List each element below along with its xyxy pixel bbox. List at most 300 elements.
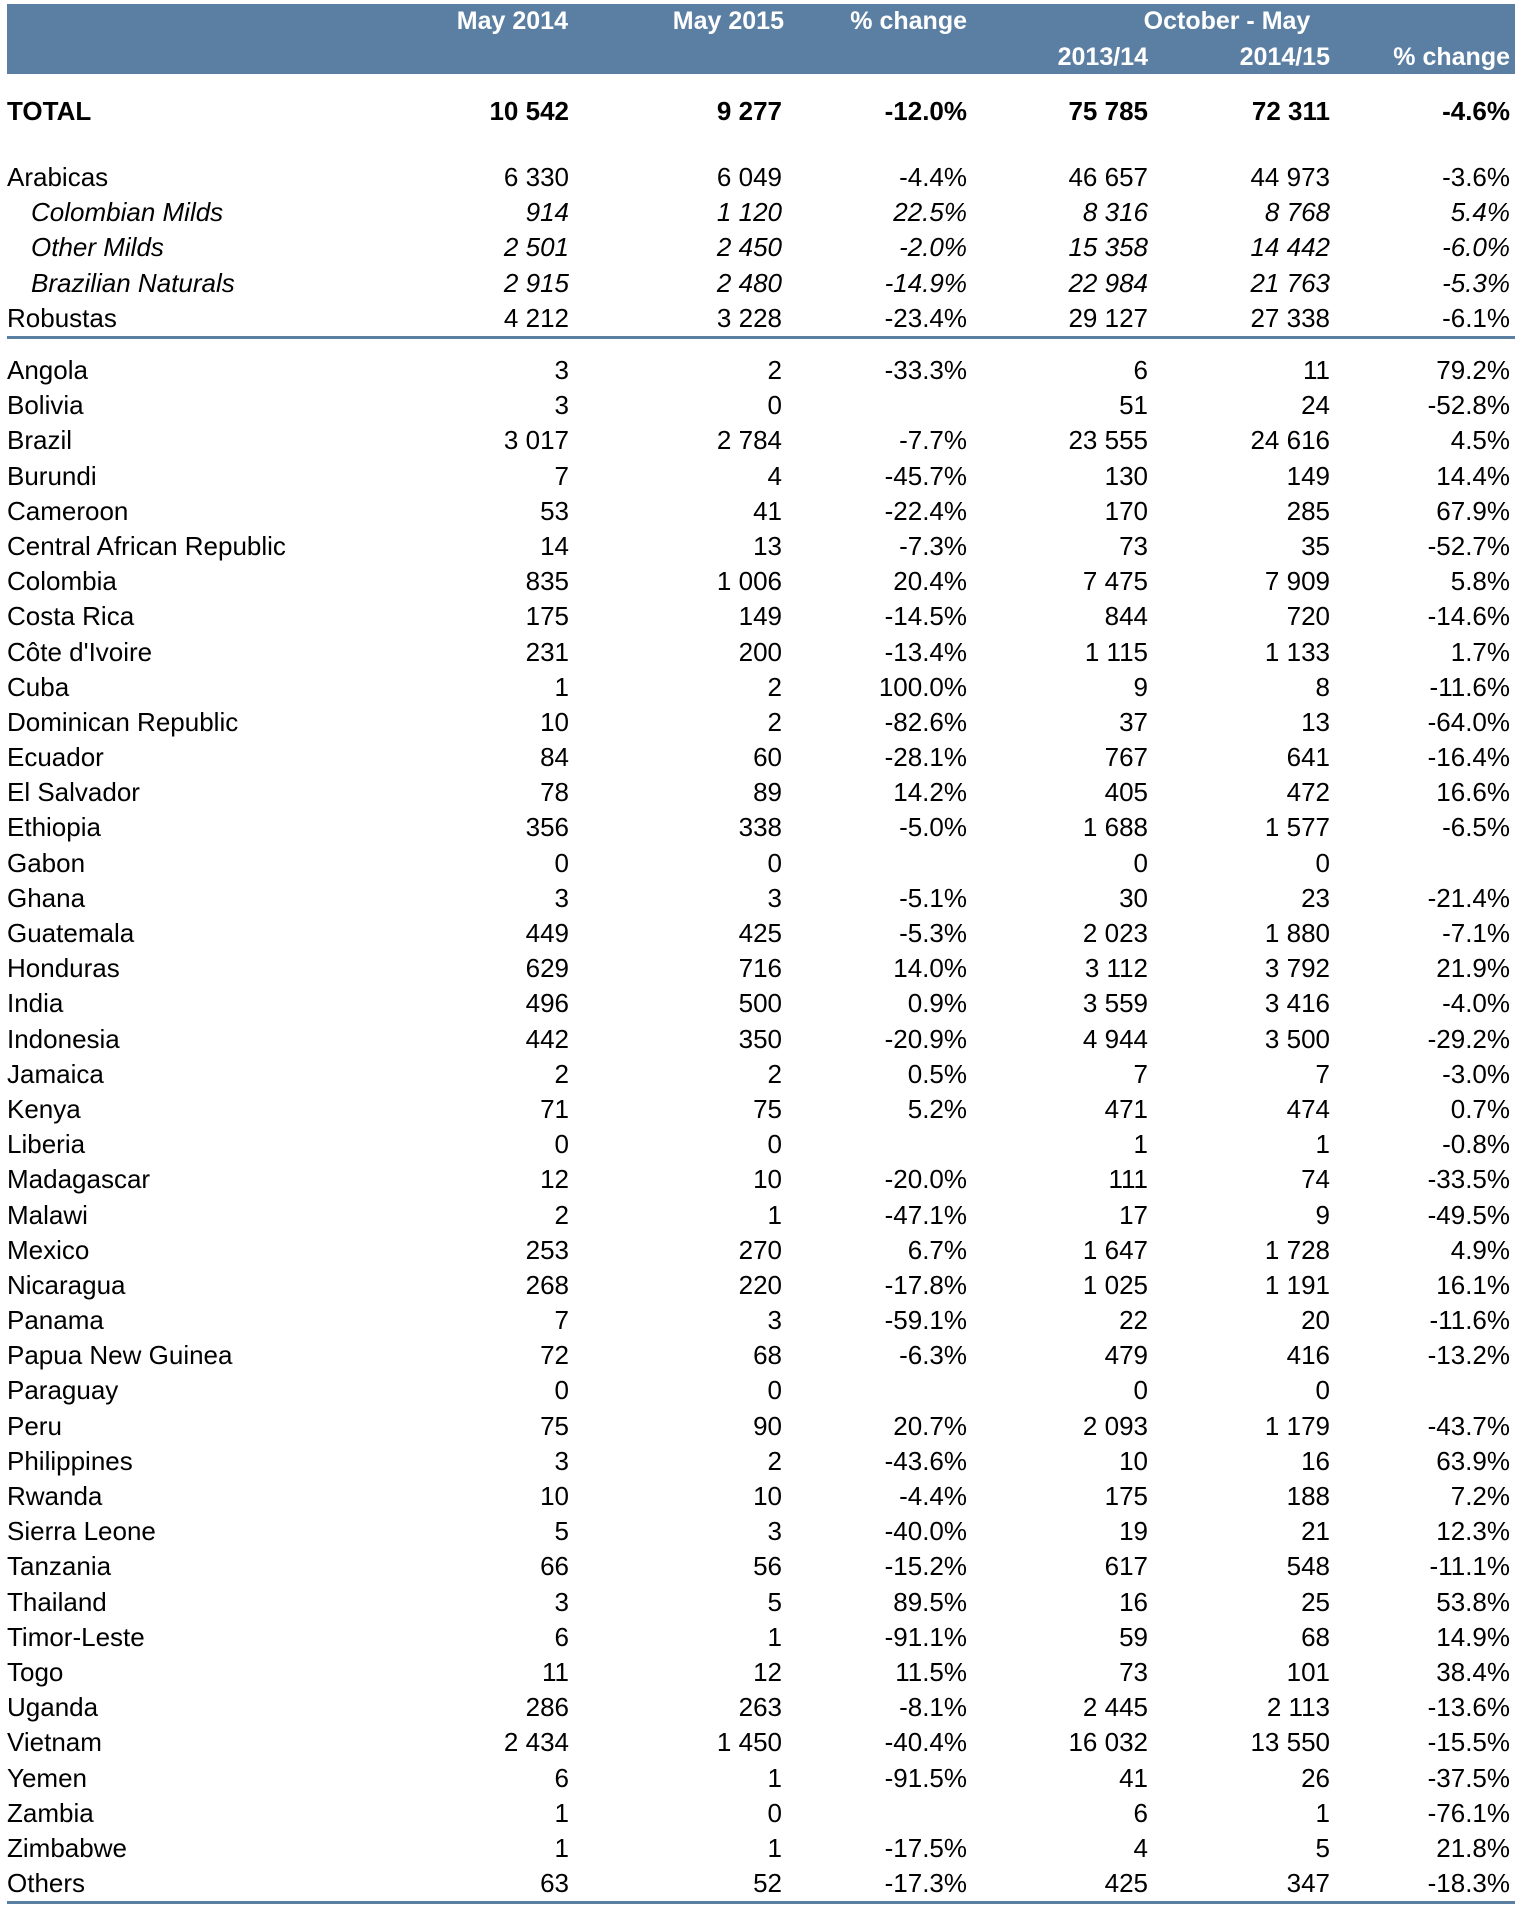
cell-label: Others bbox=[7, 1866, 427, 1903]
cell-oct-may-2013-14: 175 bbox=[1104, 1481, 1148, 1512]
country-row bbox=[7, 1092, 1515, 1127]
cell-may-2015: 1 bbox=[767, 1621, 782, 1652]
cell-may-2014: 71 bbox=[540, 1093, 569, 1124]
cell-oct-may-2013-14: 1 025 bbox=[1082, 1269, 1148, 1300]
cell-oct-may-2013-14: 29 127 bbox=[967, 301, 1148, 338]
cell-pct-change: -40.4% bbox=[884, 1727, 967, 1758]
cell-may-2015: 2 bbox=[767, 671, 782, 702]
cell-may-2015: 0 bbox=[767, 1797, 782, 1828]
cell-oct-may-2014-15: 16 bbox=[1301, 1445, 1330, 1476]
country-row bbox=[7, 1303, 1515, 1338]
cell-pct-change-period: 79.2% bbox=[1436, 355, 1510, 386]
cell-label: Indonesia bbox=[7, 1023, 120, 1054]
cell-may-2015: 41 bbox=[753, 495, 782, 526]
cell-oct-may-2013-14: 479 bbox=[1104, 1340, 1148, 1371]
group-row bbox=[7, 301, 1515, 338]
cell-pct-change-period: -64.0% bbox=[1427, 706, 1510, 737]
cell-may-2015: 3 bbox=[767, 882, 782, 913]
cell-pct-change: -13.4% bbox=[884, 636, 967, 667]
cell-oct-may-2013-14: 471 bbox=[1104, 1093, 1148, 1124]
cell-may-2015: 75 bbox=[753, 1093, 782, 1124]
cell-pct-change-period: 53.8% bbox=[1436, 1586, 1510, 1617]
cell-label: Peru bbox=[7, 1410, 62, 1441]
cell-label: Ethiopia bbox=[7, 812, 101, 843]
cell-pct-change-period: -52.7% bbox=[1427, 530, 1510, 561]
country-row bbox=[7, 599, 1515, 634]
cell-may-2014: 3 bbox=[554, 1586, 569, 1617]
cell-label: Côte d'Ivoire bbox=[7, 636, 153, 667]
cell-may-2014: 629 bbox=[525, 953, 569, 984]
cell-label: Vietnam bbox=[7, 1727, 102, 1758]
cell-may-2015: 0 bbox=[767, 1375, 782, 1406]
header-2014-15: 2014/15 bbox=[1239, 43, 1330, 71]
cell-pct-change: -22.4% bbox=[884, 495, 967, 526]
cell-may-2014: 2 bbox=[554, 1199, 569, 1230]
cell-may-2015: 1 006 bbox=[716, 566, 782, 597]
cell-oct-may-2013-14: 7 bbox=[1133, 1058, 1148, 1089]
cell-pct-change bbox=[785, 388, 967, 423]
cell-oct-may-2013-14: 22 984 bbox=[1068, 267, 1148, 298]
country-row bbox=[7, 951, 1515, 986]
cell-may-2014: 0 bbox=[554, 1375, 569, 1406]
table-header bbox=[7, 4, 1515, 74]
cell-pct-change-period: 21.8% bbox=[1436, 1832, 1510, 1863]
cell-pct-change: 22.5% bbox=[893, 197, 967, 228]
cell-may-2014: 175 bbox=[525, 601, 569, 632]
cell-may-2015: 716 bbox=[738, 953, 782, 984]
cell-oct-may-2014-15: 68 bbox=[1301, 1621, 1330, 1652]
cell-oct-may-2013-14: 6 bbox=[1133, 355, 1148, 386]
cell-pct-change: -17.8% bbox=[884, 1269, 967, 1300]
cell-may-2014: 7 bbox=[554, 1305, 569, 1336]
cell-pct-change-period: -18.3% bbox=[1330, 1866, 1515, 1903]
cell-oct-may-2014-15: 188 bbox=[1286, 1481, 1330, 1512]
cell-label: Cuba bbox=[7, 671, 70, 702]
cell-oct-may-2013-14: 0 bbox=[1133, 847, 1148, 878]
cell-may-2014: 231 bbox=[525, 636, 569, 667]
cell-pct-change-period: -4.6% bbox=[1442, 96, 1510, 126]
cell-may-2014: 3 bbox=[554, 1445, 569, 1476]
cell-label: Madagascar bbox=[7, 1164, 151, 1195]
cell-pct-change: -40.0% bbox=[884, 1516, 967, 1547]
cell-may-2014: 5 bbox=[554, 1516, 569, 1547]
country-row bbox=[7, 1268, 1515, 1303]
header-pct-change-period: % change bbox=[1393, 43, 1510, 71]
cell-pct-change-period: -11.1% bbox=[1429, 1551, 1510, 1582]
cell-may-2014: 0 bbox=[554, 847, 569, 878]
cell-pct-change-period: 67.9% bbox=[1436, 495, 1510, 526]
cell-oct-may-2014-15: 101 bbox=[1286, 1656, 1330, 1687]
cell-pct-change-period: -6.5% bbox=[1442, 812, 1510, 843]
cell-oct-may-2014-15: 11 bbox=[1303, 355, 1330, 386]
cell-oct-may-2014-15: 1 577 bbox=[1264, 812, 1330, 843]
cell-pct-change-period: 16.6% bbox=[1436, 777, 1510, 808]
cell-oct-may-2014-15: 3 416 bbox=[1264, 988, 1330, 1019]
cell-oct-may-2013-14: 4 bbox=[1133, 1832, 1148, 1863]
cell-oct-may-2014-15: 1 bbox=[1315, 1129, 1330, 1160]
cell-pct-change-period: 16.1% bbox=[1436, 1269, 1510, 1300]
cell-pct-change: -47.1% bbox=[884, 1199, 967, 1230]
cell-pct-change bbox=[785, 1127, 967, 1162]
cell-oct-may-2013-14: 6 bbox=[1133, 1797, 1148, 1828]
cell-may-2015: 13 bbox=[753, 530, 782, 561]
cell-pct-change-period: -49.5% bbox=[1427, 1199, 1510, 1230]
header-2013-14: 2013/14 bbox=[1057, 43, 1148, 71]
cell-may-2015: 1 bbox=[767, 1832, 782, 1863]
cell-may-2014: 75 bbox=[540, 1410, 569, 1441]
cell-may-2015: 2 bbox=[767, 1058, 782, 1089]
cell-pct-change-period: 21.9% bbox=[1436, 953, 1510, 984]
cell-may-2014: 268 bbox=[525, 1269, 569, 1300]
cell-oct-may-2013-14: 767 bbox=[1104, 742, 1148, 773]
cell-label: Guatemala bbox=[7, 918, 135, 949]
cell-oct-may-2013-14: 59 bbox=[1119, 1621, 1148, 1652]
cell-pct-change-period: -13.2% bbox=[1427, 1340, 1510, 1371]
cell-pct-change: -59.1% bbox=[884, 1305, 967, 1336]
cell-pct-change: 14.2% bbox=[893, 777, 967, 808]
cell-may-2014: 3 017 bbox=[503, 425, 569, 456]
cell-pct-change-period: -43.7% bbox=[1427, 1410, 1510, 1441]
cell-label: Zimbabwe bbox=[7, 1832, 127, 1863]
cell-may-2015: 68 bbox=[753, 1340, 782, 1371]
cell-label: Panama bbox=[7, 1305, 104, 1336]
cell-oct-may-2014-15: 27 338 bbox=[1148, 301, 1330, 338]
cell-oct-may-2013-14: 15 358 bbox=[1068, 232, 1148, 263]
cell-pct-change-period: -29.2% bbox=[1427, 1023, 1510, 1054]
cell-oct-may-2013-14: 405 bbox=[1104, 777, 1148, 808]
cell-label: Burundi bbox=[7, 460, 97, 491]
country-row bbox=[7, 986, 1515, 1021]
cell-may-2015: 1 120 bbox=[716, 197, 782, 228]
cell-may-2015: 200 bbox=[738, 636, 782, 667]
cell-pct-change-period: 14.4% bbox=[1436, 460, 1510, 491]
cell-oct-may-2014-15: 1 191 bbox=[1264, 1269, 1330, 1300]
cell-may-2014: 2 bbox=[554, 1058, 569, 1089]
group-row bbox=[7, 160, 1515, 195]
country-row bbox=[7, 423, 1515, 458]
cell-pct-change-period: -21.4% bbox=[1427, 882, 1510, 913]
cell-pct-change-period: -13.6% bbox=[1427, 1692, 1510, 1723]
cell-oct-may-2014-15: 416 bbox=[1286, 1340, 1330, 1371]
cell-label: Robustas bbox=[7, 301, 427, 338]
cell-label: Ghana bbox=[7, 882, 86, 913]
group-row bbox=[7, 266, 1515, 301]
cell-pct-change: 89.5% bbox=[893, 1586, 967, 1617]
cell-may-2014: 3 bbox=[554, 355, 569, 386]
data-table bbox=[7, 74, 1515, 1904]
cell-may-2015: 425 bbox=[738, 918, 782, 949]
cell-may-2015: 0 bbox=[767, 1129, 782, 1160]
cell-label: Ecuador bbox=[7, 742, 104, 773]
cell-may-2015: 2 bbox=[767, 355, 782, 386]
cell-oct-may-2014-15: 1 bbox=[1315, 1797, 1330, 1828]
cell-oct-may-2014-15: 14 442 bbox=[1250, 232, 1330, 263]
cell-oct-may-2013-14: 4 944 bbox=[1082, 1023, 1148, 1054]
cell-may-2014: 442 bbox=[525, 1023, 569, 1054]
cell-label: Sierra Leone bbox=[7, 1516, 156, 1547]
cell-label: India bbox=[7, 988, 64, 1019]
cell-oct-may-2014-15: 7 bbox=[1315, 1058, 1330, 1089]
cell-may-2015: 10 bbox=[753, 1481, 782, 1512]
country-row bbox=[7, 1655, 1515, 1690]
cell-oct-may-2014-15: 0 bbox=[1315, 847, 1330, 878]
cell-oct-may-2014-15: 3 500 bbox=[1264, 1023, 1330, 1054]
country-row bbox=[7, 1444, 1515, 1479]
cell-pct-change-period: -4.0% bbox=[1442, 988, 1510, 1019]
cell-pct-change: -82.6% bbox=[884, 706, 967, 737]
cell-may-2014: 10 bbox=[540, 706, 569, 737]
cell-oct-may-2013-14: 22 bbox=[1119, 1305, 1148, 1336]
cell-oct-may-2014-15: 74 bbox=[1301, 1164, 1330, 1195]
cell-pct-change-period: -33.5% bbox=[1427, 1164, 1510, 1195]
cell-oct-may-2014-15: 149 bbox=[1286, 460, 1330, 491]
cell-oct-may-2013-14: 7 475 bbox=[1082, 566, 1148, 597]
header-may-2015: May 2015 bbox=[672, 7, 784, 35]
cell-label: Dominican Republic bbox=[7, 706, 239, 737]
cell-oct-may-2014-15: 20 bbox=[1301, 1305, 1330, 1336]
cell-oct-may-2014-15: 21 bbox=[1301, 1516, 1330, 1547]
cell-oct-may-2013-14: 46 657 bbox=[1068, 162, 1148, 193]
country-row bbox=[7, 1338, 1515, 1373]
cell-may-2014: 10 542 bbox=[489, 96, 569, 126]
cell-label: Malawi bbox=[7, 1199, 88, 1230]
cell-may-2014: 2 915 bbox=[503, 267, 569, 298]
cell-label: Zambia bbox=[7, 1797, 94, 1828]
cell-may-2014: 72 bbox=[540, 1340, 569, 1371]
cell-may-2015: 5 bbox=[767, 1586, 782, 1617]
cell-pct-change-period: 0.7% bbox=[1450, 1093, 1510, 1124]
cell-oct-may-2013-14: 2 445 bbox=[1082, 1692, 1148, 1723]
cell-oct-may-2013-14: 170 bbox=[1104, 495, 1148, 526]
cell-pct-change-period: 38.4% bbox=[1436, 1656, 1510, 1687]
cell-may-2015: 90 bbox=[753, 1410, 782, 1441]
cell-pct-change-period: -76.1% bbox=[1427, 1797, 1510, 1828]
cell-may-2014: 3 bbox=[554, 882, 569, 913]
country-row bbox=[7, 1233, 1515, 1268]
cell-pct-change-period: -5.3% bbox=[1442, 267, 1510, 298]
cell-pct-change: -33.3% bbox=[884, 355, 967, 386]
cell-may-2015: 2 450 bbox=[716, 232, 782, 263]
cell-pct-change: 11.5% bbox=[895, 1656, 967, 1687]
cell-label: TOTAL bbox=[7, 96, 92, 126]
cell-may-2014: 496 bbox=[525, 988, 569, 1019]
cell-label: Colombian Milds bbox=[31, 197, 224, 228]
cell-pct-change-period: -7.1% bbox=[1442, 918, 1510, 949]
cell-pct-change: -17.5% bbox=[884, 1832, 967, 1863]
cell-may-2015: 12 bbox=[753, 1656, 782, 1687]
cell-may-2015: 9 277 bbox=[716, 96, 782, 126]
cell-pct-change bbox=[785, 846, 967, 881]
cell-label: Jamaica bbox=[7, 1058, 104, 1089]
cell-label: Papua New Guinea bbox=[7, 1340, 233, 1371]
cell-pct-change bbox=[785, 1796, 967, 1831]
cell-may-2014: 63 bbox=[427, 1866, 569, 1903]
cell-may-2015: 3 bbox=[767, 1516, 782, 1547]
country-row bbox=[7, 353, 1515, 388]
country-row bbox=[7, 881, 1515, 916]
country-row bbox=[7, 494, 1515, 529]
cell-may-2015: 2 480 bbox=[716, 267, 782, 298]
cell-may-2014: 0 bbox=[554, 1129, 569, 1160]
country-row bbox=[7, 1866, 1515, 1903]
cell-label: Timor-Leste bbox=[7, 1621, 145, 1652]
country-row bbox=[7, 1690, 1515, 1725]
cell-may-2014: 286 bbox=[525, 1692, 569, 1723]
cell-oct-may-2014-15: 2 113 bbox=[1266, 1692, 1330, 1723]
cell-pct-change: -15.2% bbox=[884, 1551, 967, 1582]
cell-oct-may-2013-14: 1 647 bbox=[1082, 1234, 1148, 1265]
cell-may-2014: 1 bbox=[554, 1797, 569, 1828]
cell-pct-change: -20.9% bbox=[884, 1023, 967, 1054]
cell-label: Tanzania bbox=[7, 1551, 112, 1582]
cell-pct-change: -5.3% bbox=[899, 918, 967, 949]
cell-oct-may-2013-14: 617 bbox=[1104, 1551, 1148, 1582]
cell-label: Costa Rica bbox=[7, 601, 135, 632]
cell-pct-change: -14.9% bbox=[884, 267, 967, 298]
cell-pct-change: 0.5% bbox=[907, 1058, 967, 1089]
cell-pct-change-period: 14.9% bbox=[1436, 1621, 1510, 1652]
cell-oct-may-2013-14: 30 bbox=[1119, 882, 1148, 913]
cell-label: Nicaragua bbox=[7, 1269, 126, 1300]
cell-pct-change-period: 5.8% bbox=[1450, 566, 1510, 597]
cell-may-2015: 4 bbox=[767, 460, 782, 491]
cell-pct-change: 5.2% bbox=[907, 1093, 967, 1124]
cell-may-2015: 2 bbox=[767, 706, 782, 737]
cell-pct-change: -6.3% bbox=[899, 1340, 967, 1371]
cell-label: Bolivia bbox=[7, 390, 84, 421]
cell-oct-may-2013-14: 130 bbox=[1104, 460, 1148, 491]
country-row bbox=[7, 634, 1515, 669]
cell-label: Rwanda bbox=[7, 1481, 103, 1512]
cell-may-2014: 914 bbox=[525, 197, 569, 228]
cell-pct-change-period: -11.6% bbox=[1429, 671, 1510, 702]
country-row bbox=[7, 1585, 1515, 1620]
country-row bbox=[7, 529, 1515, 564]
country-row bbox=[7, 846, 1515, 881]
total-row bbox=[7, 74, 1515, 140]
cell-oct-may-2014-15: 9 bbox=[1315, 1199, 1330, 1230]
cell-may-2014: 2 501 bbox=[503, 232, 569, 263]
country-row bbox=[7, 1197, 1515, 1232]
cell-label: Liberia bbox=[7, 1129, 86, 1160]
cell-may-2015: 220 bbox=[738, 1269, 782, 1300]
cell-may-2014: 10 bbox=[540, 1481, 569, 1512]
cell-oct-may-2013-14: 41 bbox=[1119, 1762, 1148, 1793]
cell-may-2014: 78 bbox=[540, 777, 569, 808]
header-may-2014: May 2014 bbox=[456, 7, 568, 35]
cell-oct-may-2014-15: 347 bbox=[1148, 1866, 1330, 1903]
cell-pct-change-period: -15.5% bbox=[1427, 1727, 1510, 1758]
cell-oct-may-2014-15: 0 bbox=[1315, 1375, 1330, 1406]
cell-pct-change: 20.4% bbox=[893, 566, 967, 597]
cell-may-2014: 6 bbox=[554, 1621, 569, 1652]
cell-oct-may-2014-15: 44 973 bbox=[1250, 162, 1330, 193]
coffee-exports-table bbox=[7, 4, 1515, 1904]
group-row bbox=[7, 230, 1515, 265]
cell-pct-change: -20.0% bbox=[884, 1164, 967, 1195]
cell-pct-change bbox=[785, 1373, 967, 1408]
cell-may-2015: 270 bbox=[738, 1234, 782, 1265]
country-row bbox=[7, 670, 1515, 705]
cell-oct-may-2013-14: 19 bbox=[1119, 1516, 1148, 1547]
country-row bbox=[7, 1725, 1515, 1760]
cell-label: Brazil bbox=[7, 425, 73, 456]
cell-oct-may-2013-14: 23 555 bbox=[1068, 425, 1148, 456]
cell-may-2015: 60 bbox=[753, 742, 782, 773]
cell-pct-change-period: -16.4% bbox=[1427, 742, 1510, 773]
cell-may-2015: 1 bbox=[767, 1199, 782, 1230]
cell-label: Brazilian Naturals bbox=[31, 267, 235, 298]
cell-pct-change-period: -3.6% bbox=[1442, 162, 1510, 193]
cell-pct-change: 14.0% bbox=[893, 953, 967, 984]
cell-oct-may-2013-14: 16 032 bbox=[1068, 1727, 1148, 1758]
cell-oct-may-2013-14: 16 bbox=[1119, 1586, 1148, 1617]
cell-oct-may-2013-14: 3 559 bbox=[1082, 988, 1148, 1019]
spacer-row bbox=[7, 140, 1515, 160]
country-row bbox=[7, 1760, 1515, 1795]
country-row bbox=[7, 705, 1515, 740]
cell-oct-may-2013-14: 1 115 bbox=[1084, 636, 1148, 667]
cell-may-2015: 350 bbox=[738, 1023, 782, 1054]
cell-may-2015: 2 784 bbox=[716, 425, 782, 456]
cell-may-2014: 12 bbox=[540, 1164, 569, 1195]
cell-oct-may-2014-15: 7 909 bbox=[1264, 566, 1330, 597]
cell-pct-change-period: 63.9% bbox=[1436, 1445, 1510, 1476]
country-row bbox=[7, 1373, 1515, 1408]
cell-may-2015: 1 bbox=[767, 1762, 782, 1793]
cell-may-2014: 6 bbox=[554, 1762, 569, 1793]
cell-pct-change: -4.4% bbox=[899, 162, 967, 193]
country-row bbox=[7, 810, 1515, 845]
cell-oct-may-2013-14: 8 316 bbox=[1082, 197, 1148, 228]
cell-may-2015: 3 bbox=[767, 1305, 782, 1336]
cell-may-2015: 56 bbox=[753, 1551, 782, 1582]
cell-oct-may-2014-15: 8 768 bbox=[1264, 197, 1330, 228]
cell-may-2015: 2 bbox=[767, 1445, 782, 1476]
cell-pct-change-period: -14.6% bbox=[1427, 601, 1510, 632]
cell-may-2014: 3 bbox=[554, 390, 569, 421]
cell-oct-may-2013-14: 2 093 bbox=[1082, 1410, 1148, 1441]
country-row bbox=[7, 1479, 1515, 1514]
group-row bbox=[7, 195, 1515, 230]
cell-oct-may-2014-15: 23 bbox=[1301, 882, 1330, 913]
cell-label: Philippines bbox=[7, 1445, 133, 1476]
cell-may-2015: 3 228 bbox=[569, 301, 785, 338]
cell-may-2014: 84 bbox=[540, 742, 569, 773]
cell-oct-may-2013-14: 111 bbox=[1108, 1164, 1148, 1195]
cell-oct-may-2013-14: 75 785 bbox=[1068, 96, 1148, 126]
cell-oct-may-2013-14: 425 bbox=[967, 1866, 1148, 1903]
country-row bbox=[7, 459, 1515, 494]
cell-oct-may-2014-15: 5 bbox=[1315, 1832, 1330, 1863]
cell-may-2015: 10 bbox=[753, 1164, 782, 1195]
cell-oct-may-2013-14: 9 bbox=[1133, 671, 1148, 702]
cell-oct-may-2013-14: 0 bbox=[1133, 1375, 1148, 1406]
cell-oct-may-2013-14: 37 bbox=[1119, 706, 1148, 737]
cell-label: Togo bbox=[7, 1656, 64, 1687]
cell-oct-may-2014-15: 472 bbox=[1286, 777, 1330, 808]
country-row bbox=[7, 1831, 1515, 1866]
cell-label: El Salvador bbox=[7, 777, 140, 808]
cell-oct-may-2014-15: 285 bbox=[1286, 495, 1330, 526]
cell-pct-change: -4.4% bbox=[899, 1481, 967, 1512]
cell-label: Yemen bbox=[7, 1762, 87, 1793]
cell-may-2015: 0 bbox=[767, 847, 782, 878]
cell-label: Thailand bbox=[7, 1586, 107, 1617]
cell-label: Angola bbox=[7, 355, 88, 386]
cell-oct-may-2014-15: 1 728 bbox=[1264, 1234, 1330, 1265]
cell-pct-change-period: 4.9% bbox=[1450, 1234, 1510, 1265]
